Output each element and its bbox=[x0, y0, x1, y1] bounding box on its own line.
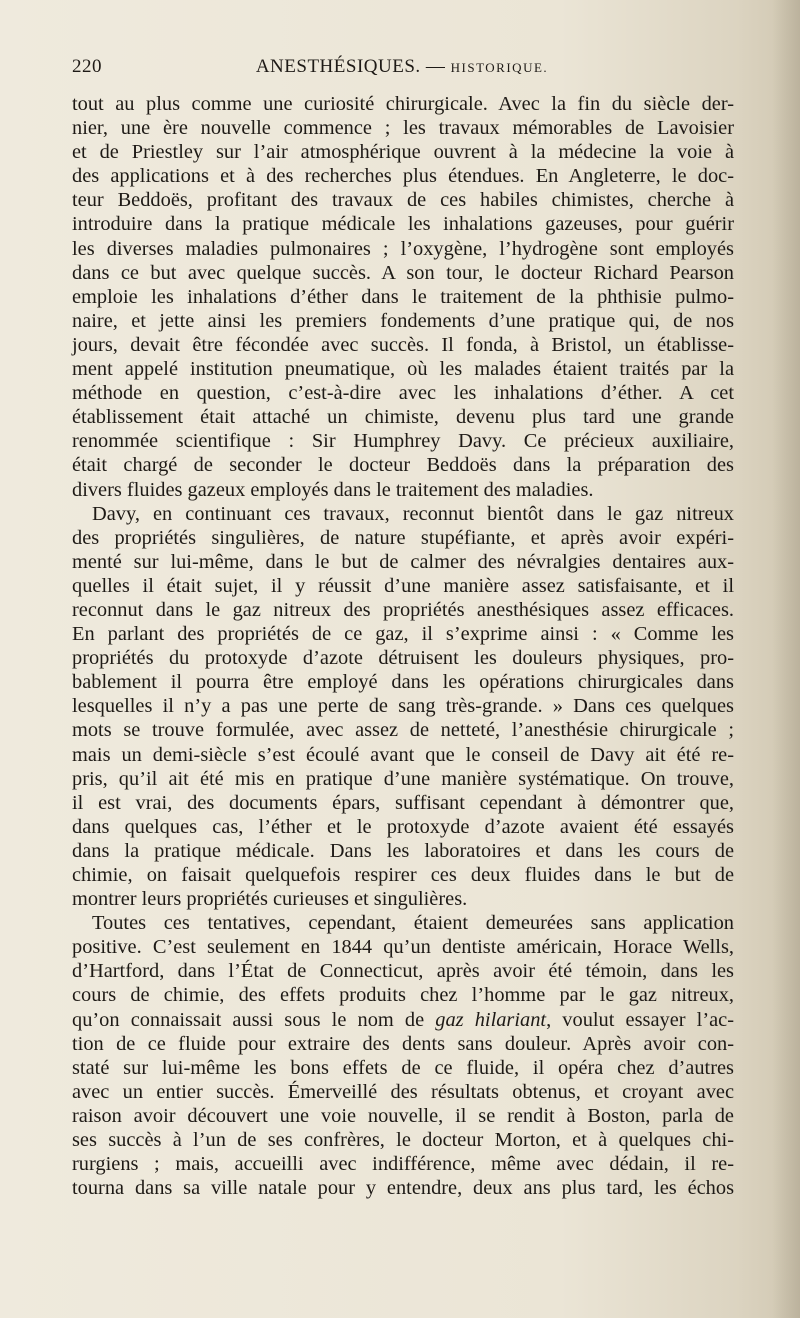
text-line: et de Priestley sur l’air atmosphérique ouvrent à la médecine la voie à bbox=[72, 141, 734, 164]
body-text bbox=[72, 92, 734, 1200]
text-line: jours, devait être fécondée avec succès. Il fonda, à Bristol, un établisse- bbox=[72, 333, 734, 356]
page-number: 220 bbox=[72, 56, 102, 77]
text-line: mais un demi-siècle s’est écoulé avant que le conseil de Davy ait été re- bbox=[72, 743, 734, 766]
text-line: avec un entier succès. Émerveillé des résultats obtenus, et croyant avec bbox=[72, 1080, 734, 1103]
text-line: teur Beddoës, profitant des travaux de ces habiles chimistes, cherche à bbox=[72, 189, 734, 212]
text-line: était chargé de seconder le docteur Beddoës dans la préparation des bbox=[72, 454, 734, 477]
text-line: lesquelles il n’y a pas une perte de sang très-grande. » Dans ces quelques bbox=[72, 695, 734, 718]
text-line: pris, qu’il ait été mis en pratique d’une manière systématique. On trouve, bbox=[72, 767, 734, 790]
text-line: divers fluides gazeux employés dans le traitement des maladies. bbox=[72, 478, 594, 501]
text-line: ses succès à l’un de ses confrères, le docteur Morton, et à quelques chi- bbox=[72, 1129, 734, 1152]
text-line: tourna dans sa ville natale pour y entendre, deux ans plus tard, les échos bbox=[72, 1177, 734, 1200]
text-line: reconnut dans le gaz nitreux des propriétés anesthésiques assez efficaces. bbox=[72, 598, 734, 621]
text-line: dans ce but avec quelque succès. A son tour, le docteur Richard Pearson bbox=[72, 261, 734, 284]
text-line: quelles il était sujet, il y réussit d’une manière assez satisfaisante, et il bbox=[72, 574, 734, 597]
text-line: emploie les inhalations d’éther dans le traitement de la phthisie pulmo- bbox=[72, 285, 734, 308]
page-header bbox=[72, 56, 732, 86]
text-line: Davy, en continuant ces travaux, reconnut bientôt dans le gaz nitreux bbox=[92, 502, 734, 525]
text-line: tion de ce fluide pour extraire des dents sans douleur. Après avoir con- bbox=[72, 1032, 734, 1055]
text-line: En parlant des propriétés de ce gaz, il s’exprime ainsi : « Comme les bbox=[72, 623, 734, 646]
text-line bbox=[72, 1008, 734, 1032]
text-line: naire, et jette ainsi les premiers fondements d’une pratique qui, de nos bbox=[72, 309, 734, 332]
text-line: des applications et à des recherches plus étendues. En Angleterre, le doc- bbox=[72, 165, 734, 188]
page-edge-shadow bbox=[772, 0, 800, 1318]
text-line: méthode en question, c’est-à-dire avec les inhalations d’éther. A cet bbox=[72, 382, 734, 405]
text-line: tout au plus comme une curiosité chirurgicale. Avec la fin du siècle der- bbox=[72, 93, 734, 115]
text-line: chimie, on faisait quelquefois respirer ces deux fluides dans le but de bbox=[72, 864, 734, 886]
text-line: nier, une ère nouvelle commence ; les travaux mémorables de Lavoisier bbox=[72, 117, 734, 140]
text-line: raison avoir découvert une voie nouvelle, il se rendit à Boston, parla de bbox=[72, 1104, 734, 1127]
text-line: d’Hartford, dans l’État de Connecticut, après avoir été témoin, dans les bbox=[72, 960, 734, 983]
text-line: dans quelques cas, l’éther et le protoxyde d’azote avaient été essayés bbox=[72, 815, 734, 838]
italic-term: gaz hilariant bbox=[435, 1008, 547, 1031]
running-title-sub: HISTORIQUE. bbox=[450, 60, 549, 75]
text-line: staté sur lui-même les bons effets de ce fluide, il opéra chez d’autres bbox=[72, 1056, 734, 1079]
text-line: positive. C’est seulement en 1844 qu’un dentiste américain, Horace Wells, bbox=[72, 936, 734, 959]
text-line: renommée scientifique : Sir Humphrey Davy. Ce précieux auxiliaire, bbox=[72, 430, 734, 453]
text-line: dans la pratique médicale. Dans les laboratoires et dans les cours de bbox=[72, 839, 734, 862]
text-line: des propriétés singulières, de nature stupéfiante, et après avoir expéri- bbox=[72, 526, 734, 549]
running-title-main: ANESTHÉSIQUES. bbox=[255, 56, 421, 77]
text-line: il est vrai, des documents épars, suffisant cependant à démontrer que, bbox=[72, 791, 734, 814]
text-line: ment appelé institution pneumatique, où les malades étaient traités par la bbox=[72, 358, 734, 381]
text-fragment: qu’on connaissait aussi sous le nom de bbox=[72, 1008, 425, 1031]
text-line: menté sur lui-même, dans le but de calmer des névralgies dentaires aux- bbox=[72, 550, 734, 573]
text-line: montrer leurs propriétés curieuses et singulières. bbox=[72, 888, 468, 911]
text-line: rurgiens ; mais, accueilli avec indifférence, même avec dédain, il re- bbox=[72, 1153, 734, 1176]
running-title-dash: — bbox=[425, 56, 446, 77]
running-title bbox=[72, 56, 732, 78]
text-line: établissement était attaché un chimiste, devenu plus tard une grande bbox=[72, 406, 734, 429]
text-line: bablement il pourra être employé dans les opérations chirurgicales dans bbox=[72, 671, 734, 694]
text-line: les diverses maladies pulmonaires ; l’oxygène, l’hydrogène sont employés bbox=[72, 237, 734, 260]
text-line: propriétés du protoxyde d’azote détruisent les douleurs physiques, pro- bbox=[72, 647, 734, 670]
text-line: Toutes ces tentatives, cependant, étaient demeurées sans application bbox=[92, 912, 734, 935]
text-line: introduire dans la pratique médicale les inhalations gazeuses, pour guérir bbox=[72, 213, 734, 236]
text-line: cours de chimie, des effets produits chez l’homme par le gaz nitreux, bbox=[72, 984, 734, 1007]
text-line: mots se trouve formulée, avec assez de netteté, l’anesthésie chirurgicale ; bbox=[72, 719, 734, 742]
text-fragment: , voulut essayer l’ac- bbox=[546, 1008, 735, 1031]
